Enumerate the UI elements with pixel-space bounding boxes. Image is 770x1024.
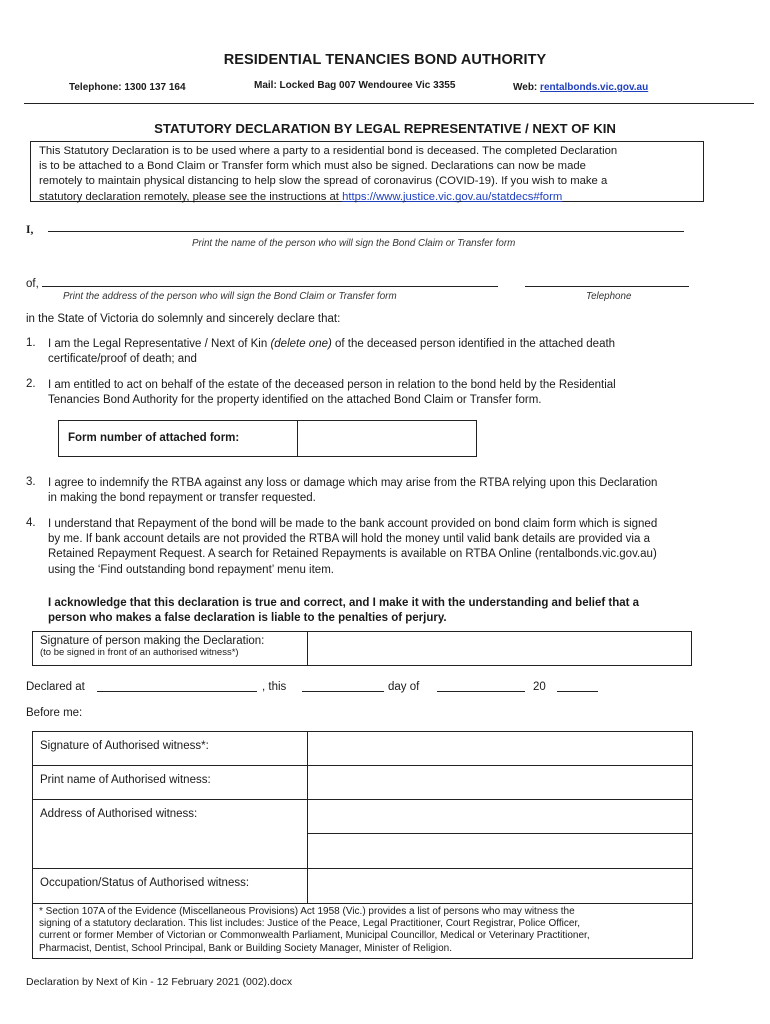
web-link[interactable]: rentalbonds.vic.gov.au	[540, 82, 649, 93]
declared-year-field[interactable]	[557, 691, 598, 692]
form-number-label: Form number of attached form:	[68, 432, 240, 444]
item-2-text: I am entitled to act on behalf of the estate of the deceased person in relation to the bond held by the Residential	[48, 379, 616, 391]
item-number: 3.	[26, 476, 36, 488]
form-title: STATUTORY DECLARATION BY LEGAL REPRESENTATIVE / NEXT OF KIN	[154, 121, 616, 136]
acknowledgement-line: person who makes a false declaration is liable to the penalties of perjury.	[48, 612, 447, 625]
witness-note-line: Pharmacist, Dentist, School Principal, Bank or Building Society Manager, Minister of Religion.	[39, 942, 452, 954]
year-prefix: 20	[533, 681, 546, 693]
item-4-text: I understand that Repayment of the bond will be made to the bank account provided on bond claim form which is signed	[48, 518, 658, 530]
intro-line: is to be attached to a Bond Claim or Transfer form which must also be signed. Declarations can now be made	[39, 160, 586, 173]
witness-row-divider	[32, 765, 693, 766]
item-1-text: of the deceased person identified in the attached death	[331, 338, 616, 350]
witness-occupation-field[interactable]	[309, 870, 691, 902]
state-line: in the State of Victoria do solemnly and sincerely declare that:	[26, 313, 341, 325]
item-2	[48, 378, 748, 408]
item-number: 2.	[26, 378, 36, 390]
declared-day-field[interactable]	[302, 691, 384, 692]
of-label: of,	[26, 278, 39, 290]
declared-at-label: Declared at	[26, 681, 85, 693]
witness-note-line: * Section 107A of the Evidence (Miscellaneous Provisions) Act 1958 (Vic.) provides a list of persons who may witness the	[39, 906, 575, 917]
form-number-label-cell	[58, 420, 298, 457]
item-4	[48, 517, 758, 578]
name-field[interactable]	[48, 231, 684, 232]
item-4-text: Retained Repayment Request. A search for Retained Repayments is available on RTBA Online (rentalbonds.vic.gov.au)	[48, 548, 657, 561]
item-3-text: in making the bond repayment or transfer requested.	[48, 492, 316, 505]
witness-name-label: Print name of Authorised witness:	[40, 774, 211, 786]
acknowledgement-line: I acknowledge that this declaration is true and correct, and I make it with the understanding and belief that a	[48, 597, 640, 609]
telephone-field[interactable]	[525, 286, 689, 287]
witness-note-line: signing of a statutory declaration. This list includes: Justice of the Peace, Legal Practitioner, Court Registrar, Police Officer,	[39, 918, 581, 930]
item-4-text: by me. If bank account details are not provided the RTBA will hold the money until valid bank details are provided via a	[48, 533, 650, 546]
witness-address-label: Address of Authorised witness:	[40, 808, 198, 820]
before-me-label: Before me:	[26, 707, 83, 719]
signature-field[interactable]	[307, 631, 692, 666]
declared-place-field[interactable]	[97, 691, 257, 692]
intro-line	[39, 190, 703, 205]
item-2-text: Tenancies Bond Authority for the property identified on the attached Bond Claim or Transfer form.	[48, 394, 542, 407]
address-field[interactable]	[42, 286, 498, 287]
header-divider	[24, 103, 754, 104]
item-4-text: using the ‘Find outstanding bond repayment’ menu item.	[48, 563, 334, 576]
signature-label-cell	[32, 631, 308, 666]
item-number: 1.	[26, 337, 36, 349]
item-1-italic: (delete one)	[270, 338, 332, 350]
name-hint: Print the name of the person who will sign the Bond Claim or Transfer form	[192, 238, 516, 249]
witness-name-field[interactable]	[309, 767, 691, 798]
intro-box	[30, 141, 704, 202]
witness-note	[39, 906, 689, 955]
statdecs-link[interactable]: https://www.justice.vic.gov.au/statdecs#form	[342, 190, 563, 203]
witness-address-field-1[interactable]	[309, 801, 691, 832]
witness-occupation-label: Occupation/Status of Authorised witness:	[40, 877, 250, 889]
acknowledgement	[48, 596, 758, 626]
signature-label: Signature of person making the Declaration:	[40, 635, 265, 647]
declared-month-field[interactable]	[437, 691, 525, 692]
web-label: Web:	[513, 82, 541, 93]
mail-address: Mail: Locked Bag 007 Wendouree Vic 3355	[254, 80, 456, 91]
item-number: 4.	[26, 517, 36, 529]
footer-filename: Declaration by Next of Kin - 12 February 2021 (002).docx	[26, 976, 293, 988]
item-3-text: I agree to indemnify the RTBA against any loss or damage which may arise from the RTBA relying upon this Declaration	[48, 477, 658, 489]
telephone-hint: Telephone	[586, 291, 632, 302]
item-1-text: I am the Legal Representative / Next of Kin	[48, 338, 271, 350]
day-of-label: day of	[388, 681, 420, 693]
witness-note-line: current or former Member of Victorian or Commonwealth Parliament, Municipal Councillor, Medical or Veterinary Practitioner,	[39, 930, 590, 942]
witness-signature-field[interactable]	[309, 733, 691, 764]
witness-row-divider	[32, 868, 693, 869]
witness-address-field-2[interactable]	[309, 835, 691, 867]
address-hint: Print the address of the person who will sign the Bond Claim or Transfer form	[63, 291, 397, 302]
form-number-input[interactable]	[297, 420, 477, 457]
item-1-text: certificate/proof of death; and	[48, 353, 197, 366]
authority-title: RESIDENTIAL TENANCIES BOND AUTHORITY	[223, 52, 547, 68]
this-label: , this	[262, 681, 287, 693]
witness-row-divider	[307, 833, 693, 834]
witness-row-divider	[32, 799, 693, 800]
telephone: Telephone: 1300 137 164	[69, 82, 186, 93]
item-3	[48, 476, 758, 506]
intro-line: remotely to maintain physical distancing to help slow the spread of coronavirus (COVID-19). If you wish to make a	[39, 175, 608, 188]
intro-line: This Statutory Declaration is to be used where a party to a residential bond is deceased. The completed Declaration	[39, 145, 618, 157]
intro-text: statutory declaration remotely, please see the instructions at	[39, 190, 343, 203]
signature-sub: (to be signed in front of an authorised witness*)	[40, 647, 239, 658]
witness-row-divider	[32, 903, 693, 904]
item-1	[48, 337, 748, 367]
witness-column-divider	[307, 731, 308, 903]
i-label: I,	[26, 224, 34, 236]
witness-signature-label: Signature of Authorised witness*:	[40, 740, 209, 752]
web	[513, 82, 648, 93]
